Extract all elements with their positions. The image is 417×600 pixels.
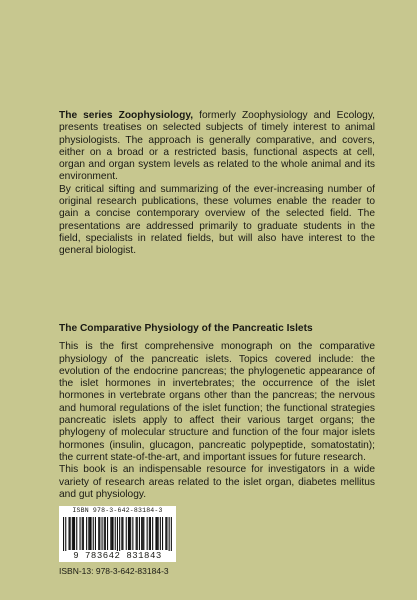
- barcode-bar: [142, 517, 143, 550]
- isbn-13-label: ISBN-13: 978-3-642-83184-3: [59, 566, 169, 576]
- series-lead: The series Zoophysiology,: [59, 110, 194, 121]
- barcode-bar: [73, 517, 74, 550]
- barcode-bar: [111, 517, 112, 550]
- barcode-bar: [115, 517, 116, 550]
- barcode-bar: [128, 517, 129, 550]
- barcode-bar: [91, 517, 92, 550]
- barcode-bar: [160, 517, 161, 550]
- barcode-bars: [63, 517, 172, 555]
- barcode-bar: [104, 517, 105, 550]
- book-paragraph-2: This book is an indispensable resource for investigators in a wide variety of research areas related to the islet organ, diabetes mellitus and gut physiology.: [59, 464, 375, 500]
- barcode-bar: [126, 517, 127, 550]
- barcode-bar: [117, 517, 118, 555]
- barcode-bar: [155, 517, 156, 550]
- barcode-bar: [162, 517, 163, 550]
- barcode-bar: [158, 517, 159, 550]
- barcode-bar: [99, 517, 100, 550]
- barcode-bar: [121, 517, 122, 550]
- barcode-bar: [132, 517, 133, 550]
- barcode-bar: [147, 517, 148, 550]
- barcode-bar: [107, 517, 108, 550]
- barcode-bar: [88, 517, 89, 550]
- barcode-bar: [74, 517, 75, 550]
- barcode-bar: [72, 517, 73, 550]
- barcode-bar: [169, 517, 170, 555]
- barcode-bar: [86, 517, 87, 550]
- barcode-bar: [69, 517, 70, 550]
- barcode-bar: [150, 517, 151, 550]
- book-paragraph-1: This is the first comprehensive monograph on the comparative physiology of the pancreatic islets. Topics covered include: the evolution of the endocrine pancreas; the phylogenetic appearance of the islet hormones in invertebrates; the occurrence of the islet hormones in vertebrate organs other than the pancreas; the nervous and humoral regulations of the islet function; the functional strategies pancreatic islets apply to affect their various target organs; the phylogeny of molecular structure and function of the four major islets hormones (insulin, glucagon, pancreatic polypeptide, somatostatin); the current state-of-the-art, and important issues for future research.: [59, 341, 375, 463]
- series-paragraph-1: [59, 110, 375, 184]
- barcode-bar: [171, 517, 172, 555]
- barcode-bar: [136, 517, 137, 550]
- book-heading: The Comparative Physiology of the Pancreatic Islets: [59, 323, 313, 334]
- barcode-bar: [65, 517, 66, 555]
- barcode-bar: [157, 517, 158, 550]
- barcode-bar: [122, 517, 123, 550]
- barcode-bar: [93, 517, 94, 550]
- barcode-bar: [105, 517, 106, 550]
- barcode-bar: [166, 517, 167, 550]
- barcode-bar: [63, 517, 64, 555]
- barcode-bar: [89, 517, 90, 550]
- barcode-isbn-label: ISBN 978-3-642-83184-3: [72, 507, 163, 514]
- barcode-bar: [82, 517, 83, 550]
- barcode-digits: 9 783642 831843: [59, 551, 176, 561]
- barcode-bar: [95, 517, 96, 550]
- barcode-bar: [137, 517, 138, 550]
- barcode-bar: [113, 517, 114, 550]
- barcode-bar: [110, 517, 111, 550]
- barcode-bar: [152, 517, 153, 550]
- barcode-bar: [130, 517, 131, 550]
- book-description: [59, 323, 375, 501]
- barcode-bar: [98, 517, 99, 550]
- barcode-bar: [83, 517, 84, 550]
- barcode-bar: [80, 517, 81, 550]
- series-paragraph-1-text: formerly Zoophysiology and Ecology, presents treatises on selected subjects of timely interest to animal physiologists. The approach is generally comparative, and covers, either on a broad or a restricted basis, functional aspects at cell, organ and organ system levels as related to the whole animal and its environment.: [59, 110, 375, 183]
- barcode-bar: [141, 517, 142, 550]
- series-paragraph-2: By critical sifting and summarizing of the ever-increasing number of original research publications, these volumes enable the reader to gain a concise contemporary overview of the selected field. The presentations are addressed primarily to graduate students in the field, specialists in related fields, but will also have interest to the general biologist.: [59, 183, 375, 257]
- barcode-bar: [129, 517, 130, 550]
- barcode-bar: [76, 517, 77, 550]
- barcode-bar: [139, 517, 140, 550]
- barcode-bar: [119, 517, 120, 555]
- series-description: [59, 110, 375, 258]
- barcode-bar: [70, 517, 71, 550]
- barcode: [59, 506, 176, 562]
- barcode-bar: [143, 517, 144, 550]
- barcode-bar: [149, 517, 150, 550]
- barcode-bar: [165, 517, 166, 550]
- barcode-bar: [102, 517, 103, 550]
